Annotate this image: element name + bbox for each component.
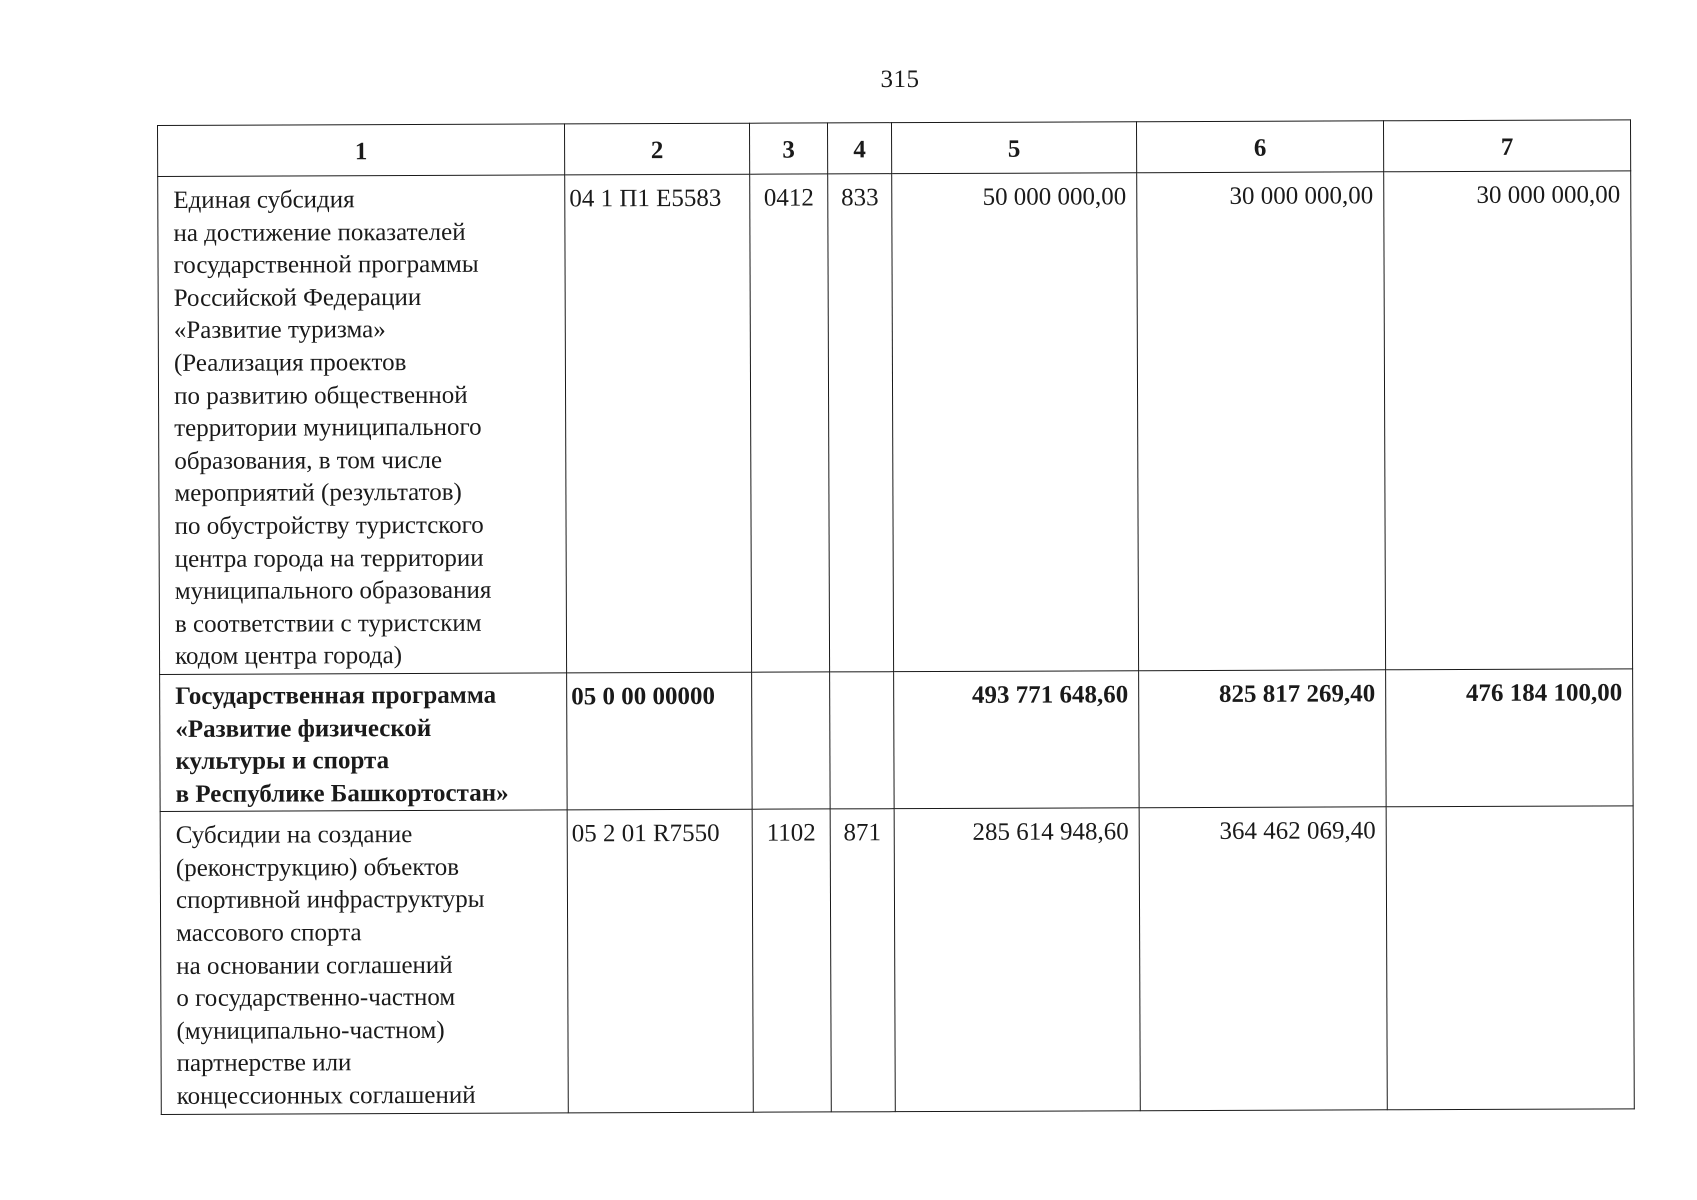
amount-col7-cell: [1386, 806, 1634, 1109]
row-name-line: Единая субсидия: [173, 186, 355, 214]
row-name-line: территории муниципального: [174, 413, 482, 443]
table-row: [158, 171, 1633, 675]
budget-code-cell: 05 2 01 R7550: [567, 810, 753, 1113]
row-name-cell: [160, 673, 568, 812]
amount-col5-cell: 285 614 948,60: [894, 808, 1140, 1111]
row-name-line: по развитию общественной: [173, 381, 468, 410]
row-name-cell: [160, 810, 568, 1114]
header-cell: 5: [891, 122, 1136, 174]
row-name-line: мероприятий (результатов): [174, 479, 462, 508]
row-name-cell: [158, 175, 567, 674]
row-name-line: кодом центра города): [174, 642, 403, 671]
table-header-row: [158, 120, 1631, 177]
expense-type-cell: 871: [830, 809, 895, 1112]
budget-code-cell: 05 0 00 00000: [567, 672, 753, 810]
row-name-line: (Реализация проектов: [173, 349, 407, 377]
row-name-line: в соответствии с туристским: [174, 609, 482, 638]
header-cell: 2: [564, 123, 749, 175]
amount-col6-cell: 825 817 269,40: [1139, 670, 1387, 808]
row-name-line: государственной программы: [173, 250, 479, 280]
row-name-line: на достижение показателей: [173, 218, 466, 247]
row-name-line: на основании соглашений: [176, 951, 453, 980]
table-row: [160, 806, 1634, 1114]
row-name-line: «Развитие туризма»: [173, 316, 386, 345]
expense-type-cell: [830, 672, 895, 810]
row-name-line: Государственная программа: [175, 681, 497, 710]
section-code-cell: 0412: [750, 174, 830, 672]
row-name-line: (реконструкцию) объектов: [175, 853, 460, 882]
row-name-line: массового спорта: [176, 919, 362, 947]
section-code-cell: 1102: [752, 809, 831, 1112]
header-cell: 3: [749, 123, 827, 174]
amount-col5-cell: 50 000 000,00: [892, 173, 1139, 672]
header-cell: 1: [158, 124, 565, 177]
amount-col6-cell: 364 462 069,40: [1139, 807, 1387, 1110]
header-cell: 6: [1136, 121, 1383, 173]
row-name-line: Субсидии на создание: [175, 821, 413, 850]
amount-col7-cell: 30 000 000,00: [1384, 171, 1633, 670]
row-name-line: «Развитие физической: [175, 714, 432, 743]
row-name-line: культуры и спорта: [175, 747, 390, 776]
row-name-line: центра города на территории: [174, 544, 484, 573]
amount-col5-cell: 493 771 648,60: [894, 671, 1140, 809]
row-name-line: спортивной инфраструктуры: [175, 886, 485, 915]
expense-type-cell: 833: [828, 174, 894, 672]
budget-table: [157, 119, 1635, 1114]
row-name-line: о государственно-частном: [176, 984, 456, 1013]
row-name-line: муниципального образования: [174, 576, 492, 606]
row-name-line: по обустройству туристского: [174, 511, 484, 540]
header-cell: 4: [827, 123, 891, 174]
row-name-line: в Республике Башкортостан»: [175, 779, 509, 808]
page-number: 315: [880, 66, 920, 93]
row-name-line: партнерстве или: [176, 1049, 352, 1078]
table-row: [160, 669, 1634, 812]
header-cell: 7: [1383, 120, 1630, 172]
amount-col6-cell: 30 000 000,00: [1137, 172, 1386, 671]
amount-col7-cell: 476 184 100,00: [1386, 669, 1634, 807]
row-name-line: концессионных соглашений: [176, 1081, 476, 1110]
budget-code-cell: 04 1 П1 Е5583: [565, 174, 752, 673]
section-code-cell: [752, 672, 831, 810]
row-name-line: (муниципально-частном): [176, 1016, 445, 1045]
row-name-line: образования, в том числе: [174, 446, 443, 475]
row-name-line: Российской Федерации: [173, 283, 422, 312]
